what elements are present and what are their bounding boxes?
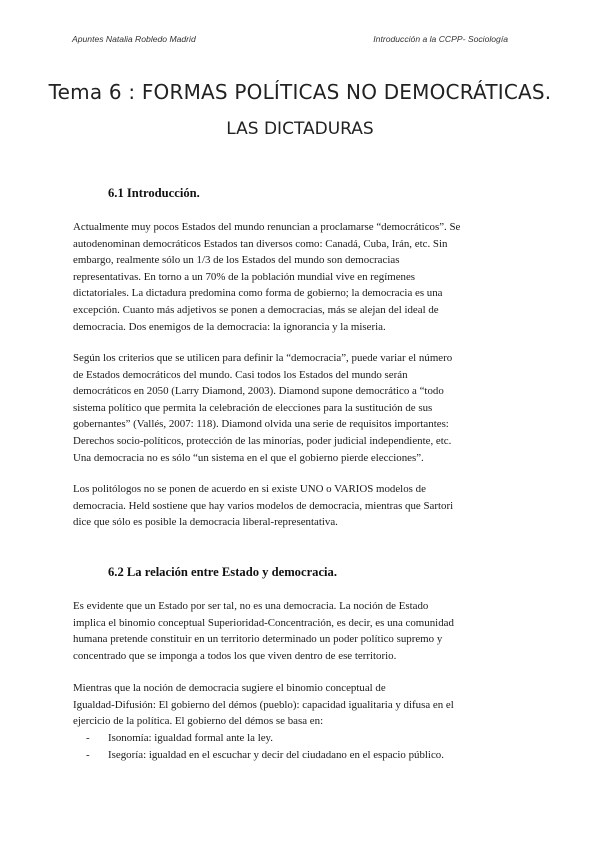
text-line: Actualmente muy pocos Estados del mundo renuncian a proclamarse “democráticos”. Se bbox=[73, 221, 461, 233]
paragraph-intro-3 bbox=[73, 481, 535, 531]
text-line: democracia. Dos enemigos de la democracia: la ignorancia y la miseria. bbox=[73, 320, 386, 333]
text-line: gobernantes” (Vallés, 2007: 118). Diamond olvida una serie de requisitos importantes: bbox=[73, 418, 449, 431]
text-line: Derechos socio-políticos, protección de las minorías, poder judicial independiente, etc. bbox=[73, 434, 452, 447]
text-line: excepción. Cuanto más adjetivos se ponen a democracias, más se alejan del ideal de bbox=[73, 303, 439, 316]
text-line: embargo, realmente sólo un 1/3 de los Estados del mundo son democracias bbox=[73, 254, 400, 267]
text-line: Una democracia no es sólo “un sistema en el que el gobierno pierde elecciones”. bbox=[73, 451, 424, 464]
text-line: democráticos en 2050 (Larry Diamond, 2003). Diamond supone democrático a “todo bbox=[73, 385, 444, 398]
paragraph-estado-1 bbox=[73, 598, 535, 664]
text-line: concentrado que se imponga a todos los que viven dentro de ese territorio. bbox=[73, 649, 397, 662]
paragraph-intro-1 bbox=[73, 219, 535, 335]
section-heading-estado-democracia: 6.2 La relación entre Estado y democracia. bbox=[108, 565, 337, 579]
document-subtitle: LAS DICTADURAS bbox=[226, 119, 374, 139]
text-line: autodenominan democráticos Estados tan diversos como: Canadá, Cuba, Irán, etc. Sin bbox=[73, 237, 448, 250]
text-line: ejercicio de la política. El gobierno del démos se basa en: bbox=[73, 715, 324, 728]
paragraph-estado-2 bbox=[73, 680, 535, 730]
list-item-text: Isonomía: igualdad formal ante la ley. bbox=[108, 732, 274, 744]
document-title: Tema 6 : FORMAS POLÍTICAS NO DEMOCRÁTICAS. bbox=[48, 80, 552, 104]
list-item bbox=[86, 730, 444, 747]
text-line: dice que sólo es posible la democracia liberal-representativa. bbox=[73, 516, 338, 529]
text-line: Los politólogos no se ponen de acuerdo en si existe UNO o VARIOS modelos de bbox=[73, 483, 426, 495]
text-line: humana pretende constituir en un territorio determinado un poder político supremo y bbox=[73, 633, 443, 646]
list-item-text: Isegoría: igualdad en el escuchar y decir del ciudadano en el espacio público. bbox=[108, 748, 444, 761]
text-line: dictatoriales. La dictadura predomina como forma de gobierno; la democracia es una bbox=[73, 287, 443, 300]
header-author: Apuntes Natalia Robledo Madrid bbox=[72, 34, 196, 44]
text-line: Es evidente que un Estado por ser tal, no es una democracia. La noción de Estado bbox=[73, 600, 429, 612]
paragraph-intro-2 bbox=[73, 350, 535, 466]
text-line: Según los criterios que se utilicen para definir la “democracia”, puede variar el número bbox=[73, 352, 453, 364]
section-heading-introduccion: 6.1 Introducción. bbox=[108, 186, 200, 200]
text-line: democracia. Held sostiene que hay varios modelos de democracia, mientras que Sartori bbox=[73, 499, 454, 512]
text-line: Igualdad-Difusión: El gobierno del démos (pueblo): capacidad igualitaria y difusa en el bbox=[73, 698, 454, 711]
text-line: de Estados democráticos del mundo. Casi todos los Estados del mundo serán bbox=[73, 368, 408, 381]
list-item bbox=[86, 747, 444, 764]
bullet-list bbox=[86, 730, 444, 763]
text-line: Mientras que la noción de democracia sugiere el binomio conceptual de bbox=[73, 682, 386, 694]
text-line: sistema político que permita la celebración de elecciones para la sustitución de sus bbox=[73, 401, 433, 414]
text-line: representativas. En torno a un 70% de la población mundial vive en regímenes bbox=[73, 270, 416, 283]
text-line: implica el binomio conceptual Superioridad-Concentración, es decir, es una comunidad bbox=[73, 616, 454, 629]
header-course: Introducción a la CCPP- Sociología bbox=[373, 34, 508, 44]
dash-bullet: - bbox=[86, 732, 90, 744]
dash-bullet: - bbox=[86, 748, 90, 761]
